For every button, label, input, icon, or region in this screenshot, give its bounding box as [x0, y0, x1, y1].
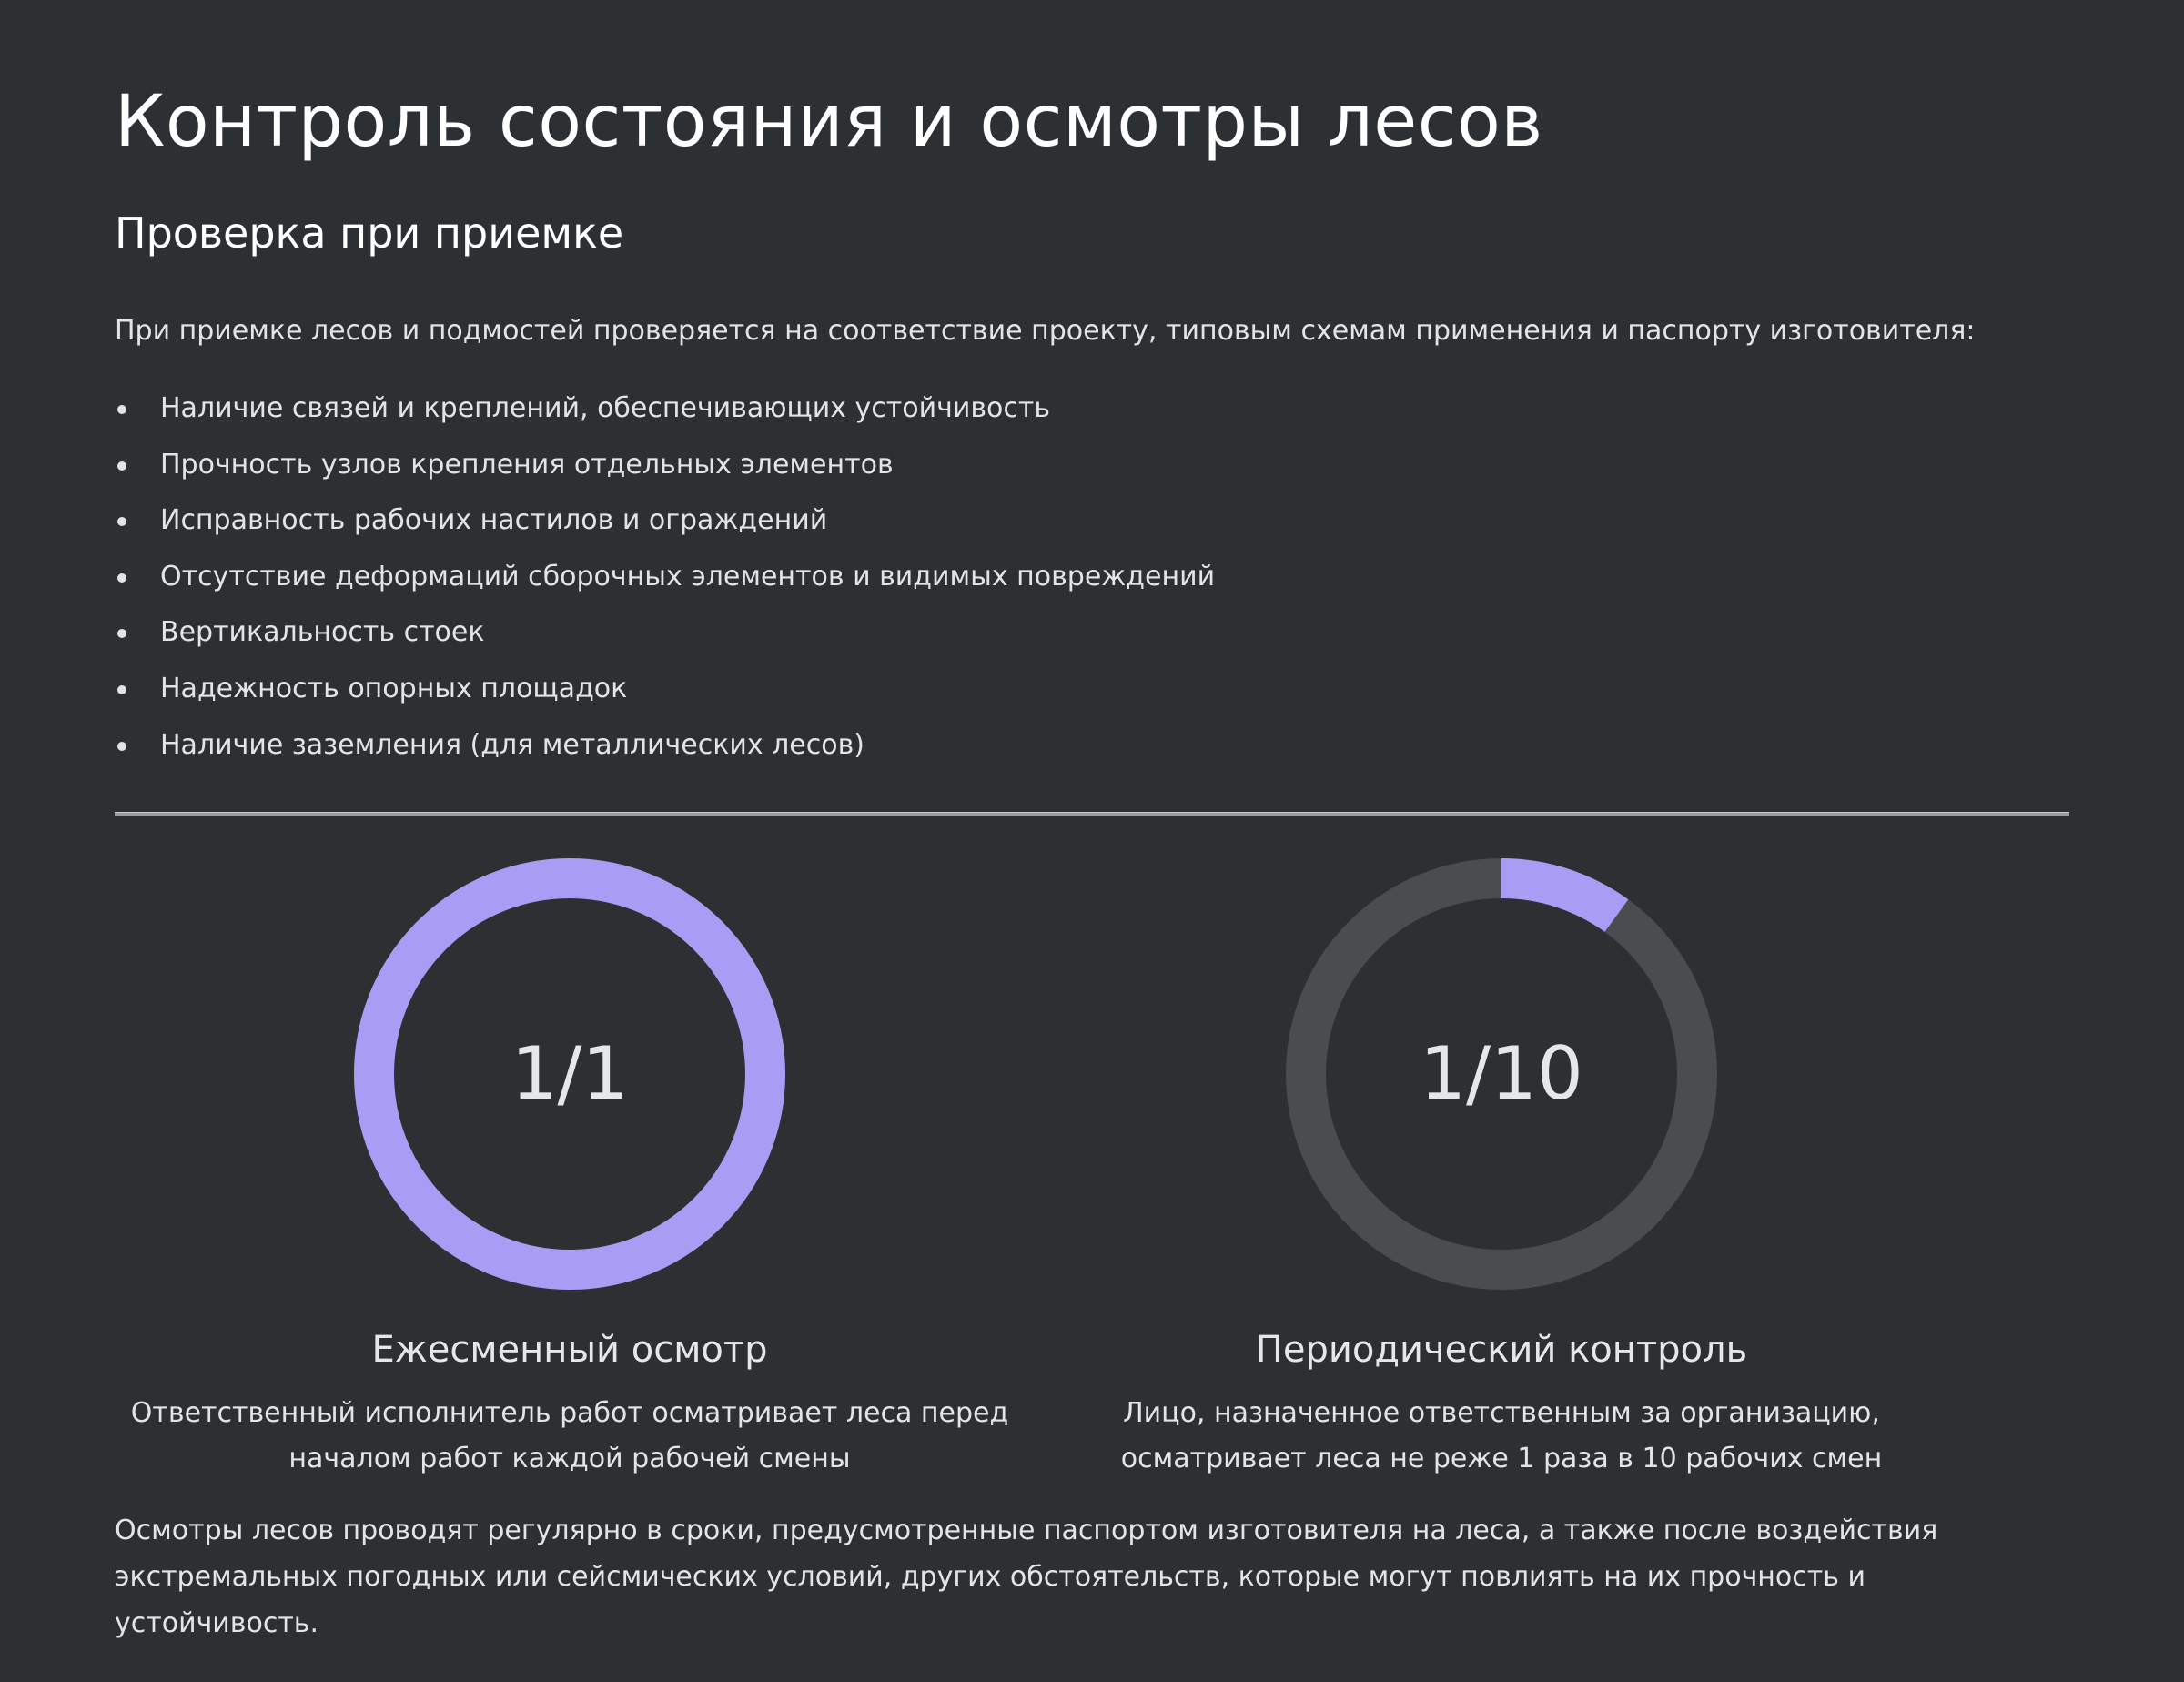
- list-item-text: Прочность узлов крепления отдельных элементов: [160, 448, 894, 481]
- list-item: [115, 719, 1215, 775]
- list-item: [115, 382, 1215, 439]
- progress-ring: [351, 856, 788, 1292]
- progress-ring: [1283, 856, 1720, 1292]
- bullet-icon: [117, 461, 126, 471]
- list-item-text: Наличие заземления (для металлических лесов): [160, 728, 864, 761]
- gauge-title: Ежесменный осмотр: [371, 1329, 768, 1371]
- gauge-description: Ответственный исполнитель работ осматривает леса перед началом работ каждой рабочей смены: [130, 1397, 1009, 1474]
- bullet-icon: [117, 742, 126, 751]
- inspection-checklist: [115, 382, 1215, 775]
- bullet-icon: [117, 629, 126, 638]
- bullet-icon: [117, 517, 126, 526]
- gauge-description: Лицо, назначенное ответственным за организацию, осматривает леса не реже 1 раза в 10 рабочих смен: [1120, 1397, 1883, 1474]
- list-item: [115, 551, 1215, 607]
- list-item-text: Исправность рабочих настилов и ограждений: [160, 504, 828, 537]
- gauge-title: Периодический контроль: [1255, 1329, 1748, 1371]
- section-divider: [115, 812, 2069, 816]
- section-subtitle: Проверка при приемке: [115, 208, 624, 258]
- list-item-text: Вертикальность стоек: [160, 616, 485, 649]
- bullet-icon: [117, 405, 126, 414]
- gauge-periodic-control: [1046, 856, 1956, 1482]
- page-title: Контроль состояния и осмотры лесов: [115, 81, 1543, 163]
- bullet-icon: [117, 685, 126, 694]
- ratio-value: 1/10: [1420, 1031, 1583, 1116]
- ratio-value: 1/1: [511, 1031, 629, 1116]
- list-item-text: Надежность опорных площадок: [160, 672, 628, 704]
- list-item-text: Наличие связей и креплений, обеспечивающих устойчивость: [160, 392, 1051, 424]
- list-item: [115, 439, 1215, 495]
- list-item-text: Отсутствие деформаций сборочных элементов и видимых повреждений: [160, 560, 1216, 593]
- list-item: [115, 494, 1215, 551]
- intro-text: При приемке лесов и подмостей проверяется на соответствие проекту, типовым схемам применения и паспорту изготовителя:: [115, 315, 1976, 347]
- list-item: [115, 606, 1215, 663]
- list-item: [115, 663, 1215, 719]
- gauge-shift-inspection: [115, 856, 1025, 1482]
- bullet-icon: [117, 573, 126, 583]
- closing-text: Осмотры лесов проводят регулярно в сроки, предусмотренные паспортом изготовителя на леса, а также после воздействия экстремальных погодных или сейсмических условий, других обстоятельств, которые могут повлиять на их прочность и устойчивость.: [115, 1515, 1938, 1639]
